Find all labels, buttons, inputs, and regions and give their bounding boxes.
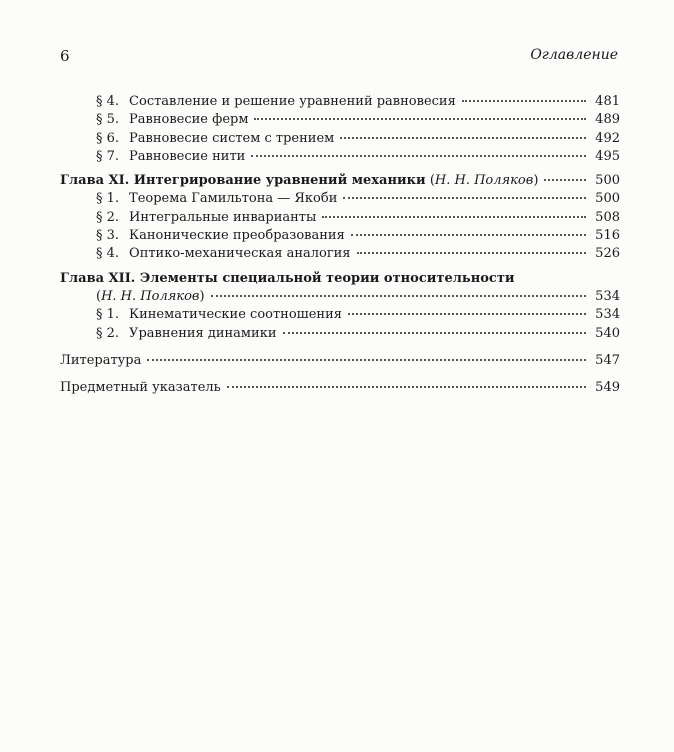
section-number: § 3. [96, 228, 120, 244]
toc-entry[interactable] [60, 325, 620, 343]
section-title: Уравнения динамики [129, 325, 277, 341]
page-ref: 516 [595, 228, 620, 244]
section-number: § 4. [96, 246, 120, 262]
toc-entry[interactable] [60, 93, 620, 111]
page-ref: 526 [595, 246, 620, 262]
section-number: § 7. [96, 148, 120, 164]
dot-leader [211, 295, 586, 297]
section-number: § 1. [96, 307, 120, 323]
section-number: § 5. [96, 112, 120, 128]
toc-entry[interactable] [60, 306, 620, 324]
toc-entry[interactable] [60, 227, 620, 245]
toc-entry[interactable] [60, 130, 620, 148]
dot-leader [322, 216, 586, 218]
section-title: Кинематические соотношения [129, 307, 342, 323]
toc-chapter-12-author-line[interactable] [60, 288, 620, 306]
toc-literature[interactable] [60, 352, 620, 370]
dot-leader [254, 118, 586, 120]
dot-leader [227, 386, 586, 388]
section-number: § 2. [96, 209, 120, 225]
page-ref: 508 [595, 209, 620, 225]
toc-entry[interactable] [60, 148, 620, 166]
page-ref: 549 [595, 380, 620, 396]
page-ref: 534 [595, 307, 620, 323]
page-ref: 540 [595, 325, 620, 341]
dot-leader [340, 137, 586, 139]
section-number: § 2. [96, 325, 120, 341]
toc-entry[interactable] [60, 190, 620, 208]
chapter-title: Глава XI. Интегрирование уравнений механики [60, 173, 426, 189]
section-title: Оптико-механическая аналогия [129, 246, 351, 262]
section-title: Составление и решение уравнений равновесия [129, 94, 456, 109]
section-title: Интегральные инварианты [129, 209, 317, 225]
table-of-contents [60, 93, 620, 397]
page-number: 6 [60, 47, 70, 65]
section-title: Равновесие ферм [129, 112, 249, 128]
section-title: Канонические преобразования [129, 228, 345, 244]
page-ref: 489 [595, 112, 620, 128]
page-ref: 500 [595, 191, 620, 207]
page-ref: 547 [595, 352, 620, 368]
chapter-author: (Н. Н. Поляков) [429, 173, 539, 189]
dot-leader [147, 359, 586, 361]
chapter-author: (Н. Н. Поляков) [96, 288, 205, 304]
page-ref: 481 [595, 94, 620, 109]
subject-index-title: Предметный указатель [60, 380, 221, 396]
dot-leader [544, 179, 586, 181]
dot-leader [348, 313, 586, 315]
section-title: Равновесие нити [129, 148, 246, 164]
toc-entry[interactable] [60, 245, 620, 263]
section-number: § 1. [96, 191, 120, 207]
running-head: Оглавление [530, 47, 618, 63]
toc-chapter-12[interactable] [60, 270, 620, 288]
dot-leader [343, 197, 586, 199]
section-number: § 6. [96, 130, 120, 146]
toc-entry[interactable] [60, 209, 620, 227]
toc-chapter-11[interactable] [60, 172, 620, 190]
dot-leader [462, 100, 586, 102]
page-ref: 500 [595, 173, 620, 189]
section-title: Равновесие систем с трением [129, 130, 335, 146]
dot-leader [283, 332, 586, 334]
chapter-title: Глава XII. Элементы специальной теории относительности [60, 270, 515, 286]
dot-leader [351, 234, 586, 236]
dot-leader [357, 252, 587, 254]
section-number: § 4. [96, 94, 120, 109]
toc-entry[interactable] [60, 111, 620, 129]
toc-subject-index[interactable] [60, 379, 620, 397]
dot-leader [251, 155, 586, 157]
page-ref: 534 [595, 288, 620, 304]
page-ref: 492 [595, 130, 620, 146]
page-ref: 495 [595, 148, 620, 164]
literature-title: Литература [60, 352, 142, 368]
section-title: Теорема Гамильтона — Якоби [129, 191, 338, 207]
